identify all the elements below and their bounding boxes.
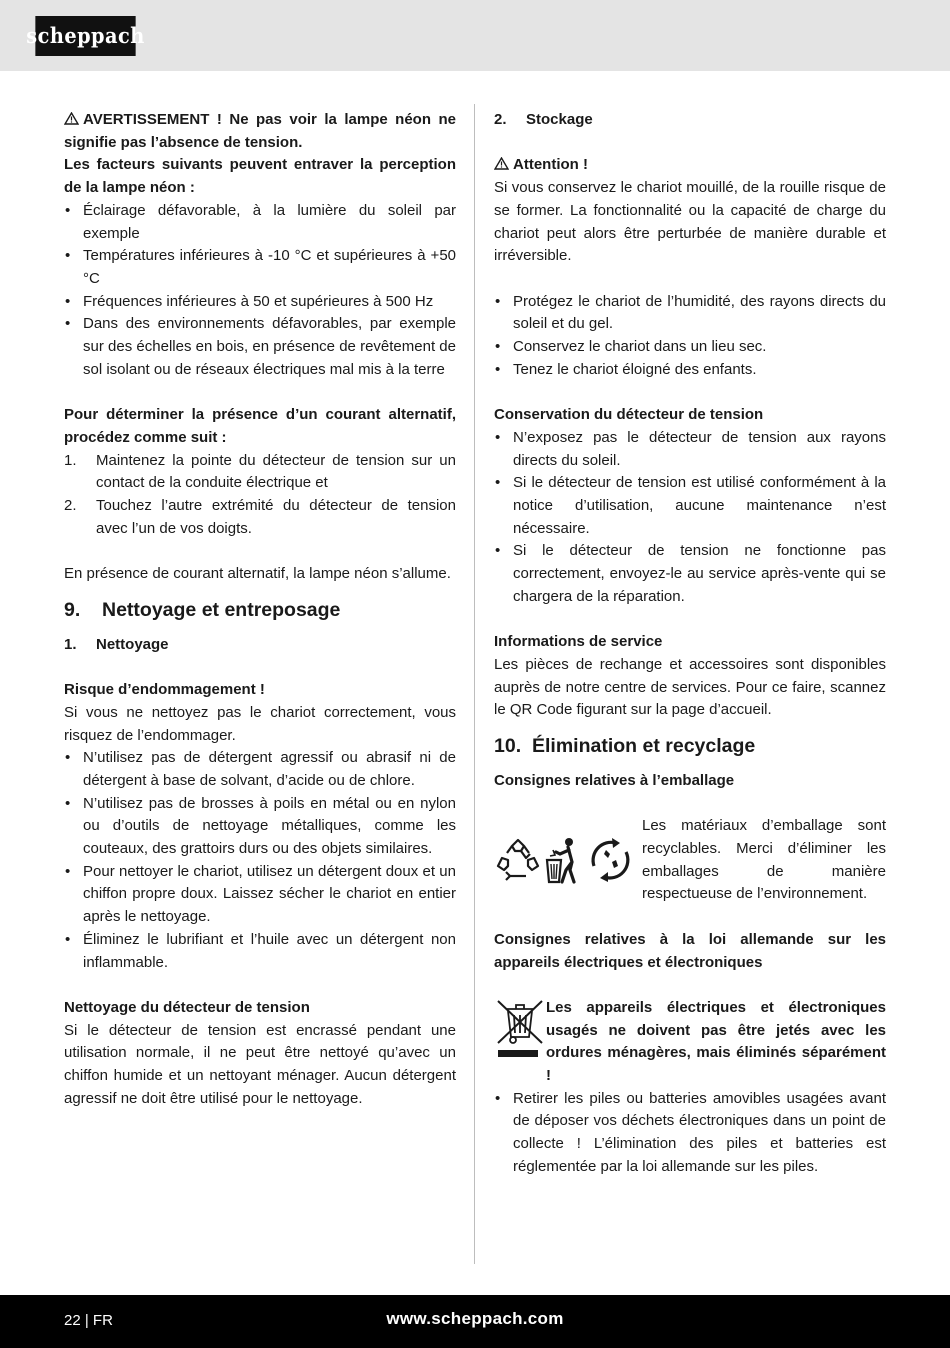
detector-storage-heading: Conservation du détecteur de tension (494, 406, 764, 424)
list-item: • N’utilisez pas de détergent agressif ou abrasif ni de détergent à base de solvant, d’acide ou de chlore. (64, 747, 456, 792)
list-item: • Protégez le chariot de l’humidité, des rayons directs du soleil et du gel. (494, 291, 886, 336)
section-9-heading: 9. Nettoyage et entreposage (64, 598, 341, 621)
factors-list (64, 200, 456, 382)
list-item: • Éclairage défavorable, à la lumière du soleil par exemple (64, 200, 456, 245)
weee-text: Les appareils électriques et électroniques usagés ne doivent pas être jetés avec les ordures ménagères, mais éliminés séparément ! (546, 998, 886, 1085)
column-divider (474, 104, 475, 1264)
storage-list (494, 291, 886, 382)
list-item: • Éliminez le lubrifiant et l’huile avec un détergent non inflammable. (64, 929, 456, 974)
section-10-heading: 10. Élimination et recyclage (494, 734, 756, 757)
packaging-heading: Consignes relatives à l’emballage (494, 771, 735, 789)
detector-cleaning-text: Si le détecteur de tension est encrassé pendant une utilisation normale, il ne peut être nettoyé qu’avec un chiffon humide et un nettoyant ménager. Aucun détergent agressif ne doit être utilisé pour le nettoyage. (64, 1021, 456, 1107)
brand-logo: scheppach (35, 16, 135, 56)
subsection-storage-heading: 2. Stockage (494, 111, 593, 128)
steps-list (64, 450, 456, 541)
list-item: • Tenez le chariot éloigné des enfants. (494, 359, 886, 382)
list-item: • Retirer les piles ou batteries amovibles usagées avant de déposer vos déchets électroniques dans un point de collecte ! L’élimination des piles et batteries est réglementée par la loi allemande sur les piles. (494, 1088, 886, 1179)
list-item: • N’exposez pas le détecteur de tension aux rayons directs du soleil. (494, 427, 886, 472)
page-number: 22 | FR (64, 1312, 113, 1329)
ac-intro: Pour déterminer la présence d’un courant alternatif, procédez comme suit : (64, 406, 456, 446)
recycle-icon (494, 836, 542, 884)
left-column (64, 109, 456, 1110)
footer-bar (0, 1295, 950, 1348)
weee-heading: Consignes relatives à la loi allemande sur les appareils électriques et électroniques (494, 930, 886, 971)
header-bar (0, 0, 950, 71)
list-item: 1. Maintenez la pointe du détecteur de tension sur un contact de la conduite électrique et (64, 451, 456, 492)
attention-heading: Attention ! (494, 154, 886, 177)
crossed-bin-icon (494, 997, 546, 1067)
ac-result: En présence de courant alternatif, la lampe néon s’allume. (64, 565, 451, 583)
right-column (494, 109, 886, 1179)
subsection-cleaning-heading: 1. Nettoyage (64, 635, 169, 653)
risk-text: Si vous ne nettoyez pas le chariot correctement, vous risquez de l’endommager. (64, 703, 456, 744)
bin-person-icon (544, 836, 584, 884)
service-heading: Informations de service (494, 633, 663, 651)
factors-intro: Les facteurs suivants peuvent entraver la perception de la lampe néon : (64, 156, 456, 197)
list-item: 2. Touchez l’autre extrémité du détecteur de tension avec l’un de vos doigts. (64, 496, 456, 537)
warning-heading (64, 109, 456, 154)
packaging-text: Les matériaux d’emballage sont recyclables. Merci d’éliminer les emballages de manière respectueuse de l’environnement. (642, 817, 886, 903)
detector-cleaning-heading: Nettoyage du détecteur de tension (64, 998, 310, 1016)
warning-text: AVERTISSEMENT ! Ne pas voir la lampe néon ne signifie pas l’absence de tension. (64, 111, 456, 151)
cleaning-list (64, 747, 456, 974)
detector-storage-list (494, 427, 886, 609)
warning-icon (64, 112, 79, 125)
recycle-circle-icon (586, 836, 634, 884)
attention-text: Si vous conservez le chariot mouillé, de la rouille risque de se former. La fonctionnalité ou la capacité de charge du chariot peut alors être perturbée de manière durable et irréversible. (494, 179, 886, 265)
list-item: • Dans des environnements défavorables, par exemple sur des échelles en bois, en présence de revêtement de sol isolant ou de réseaux électriques mal mis à la terre (64, 313, 456, 381)
list-item: • Conservez le chariot dans un lieu sec. (494, 336, 886, 359)
list-item: • Températures inférieures à -10 °C et supérieures à +50 °C (64, 245, 456, 290)
weee-list (494, 1088, 886, 1179)
packaging-block (494, 815, 886, 906)
list-item: • Pour nettoyer le chariot, utilisez un détergent doux et un chiffon propre doux. Laissez sécher le chariot en entier après le nettoyage. (64, 861, 456, 929)
website-link[interactable]: www.scheppach.com (386, 1309, 564, 1328)
risk-heading: Risque d’endommagement ! (64, 681, 265, 699)
list-item: • Si le détecteur de tension est utilisé conformément à la notice d’utilisation, aucune maintenance n’est nécessaire. (494, 472, 886, 540)
warning-icon (494, 157, 509, 170)
list-item: • N’utilisez pas de brosses à poils en métal ou en nylon ou d’outils de nettoyage métalliques, comme les couteaux, des grattoirs durs ou des objets similaires. (64, 793, 456, 861)
list-item: • Fréquences inférieures à 50 et supérieures à 500 Hz (64, 291, 456, 314)
list-item: • Si le détecteur de tension ne fonctionne pas correctement, envoyez-le au service après-vente qui se chargera de la réparation. (494, 540, 886, 608)
recycling-icons (494, 815, 642, 905)
weee-block (494, 997, 886, 1088)
service-text: Les pièces de rechange et accessoires sont disponibles auprès de notre centre de services. Pour ce faire, scannez le QR Code figurant sur la page d’accueil. (494, 655, 886, 719)
